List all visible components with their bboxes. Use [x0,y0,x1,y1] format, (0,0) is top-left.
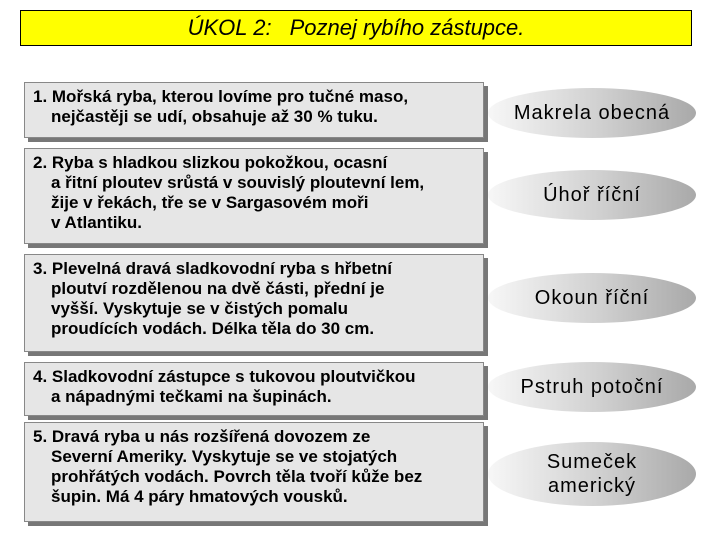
question-box-3 [24,254,484,352]
task-title [20,10,692,46]
question-box-5 [24,422,484,522]
question-line: žije v řekách, tře se v Sargasovém moři [51,193,369,212]
task-label: ÚKOL 2: [187,15,272,40]
question-line: 1. Mořská ryba, kterou lovíme pro tučné maso, [33,87,409,106]
answer-oval-1 [488,88,696,138]
task-text: Poznej rybího zástupce. [289,15,525,40]
question-box-2 [24,148,484,244]
question-line: nejčastěji se udí, obsahuje až 30 % tuku. [51,107,378,126]
answer-oval-4 [488,362,696,412]
question-line: šupin. Má 4 páry hmatových vousků. [51,487,348,506]
question-line: a řitní ploutev srůstá v souvislý ploutevní lem, [51,173,425,192]
answer-oval-2 [488,170,696,220]
answer-label: Sumeček [546,451,638,473]
question-line: 3. Plevelná dravá sladkovodní ryba s hřbetní [33,259,393,278]
answer-oval-3 [488,273,696,323]
answer-label: Makrela obecná [513,102,671,124]
answer-label: Pstruh potoční [520,376,664,398]
question-box-1 [24,82,484,138]
question-line: 4. Sladkovodní zástupce s tukovou ploutvičkou [33,367,416,386]
question-line: ploutví rozdělenou na dvě části, přední je [51,279,385,298]
answer-label: americký [547,475,636,497]
question-line: a nápadnými tečkami na šupinách. [51,387,332,406]
answer-oval-5 [488,442,696,506]
question-line: v Atlantiku. [51,213,142,232]
question-line: 5. Dravá ryba u nás rozšířená dovozem ze [33,427,371,446]
question-box-4 [24,362,484,416]
question-line: Severní Ameriky. Vyskytuje se ve stojatých [51,447,398,466]
question-line: 2. Ryba s hladkou slizkou pokožkou, ocasní [33,153,388,172]
question-line: proudících vodách. Délka těla do 30 cm. [51,319,375,338]
answer-label: Úhoř říční [543,184,641,206]
question-line: prohřátých vodách. Povrch těla tvoří kůže bez [51,467,423,486]
question-line: vyšší. Vyskytuje se v čistých pomalu [51,299,349,318]
answer-label: Okoun říční [534,287,650,309]
